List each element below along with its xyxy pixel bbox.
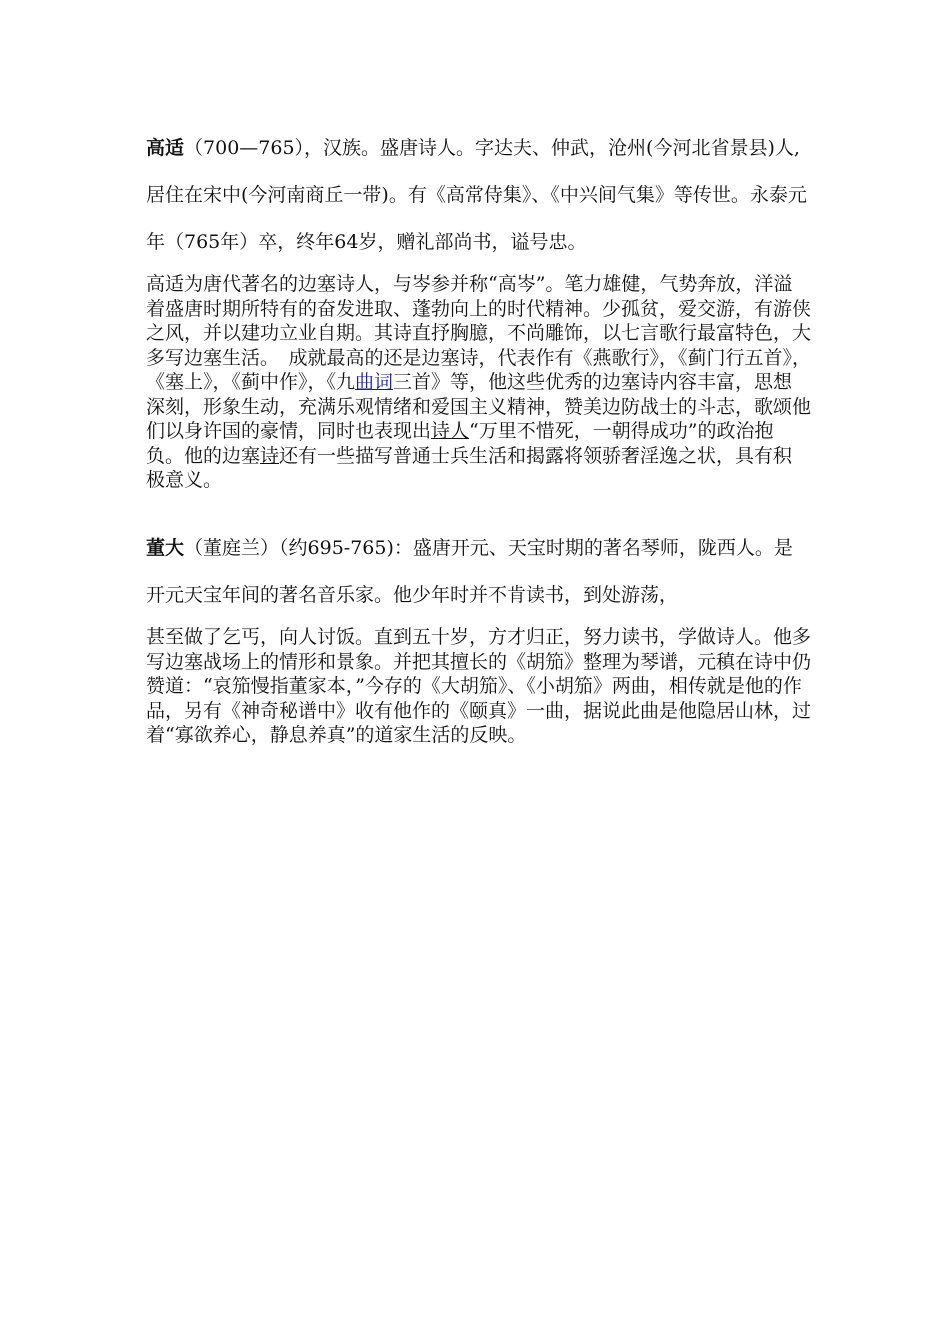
- gaoshi-name: 高适: [146, 137, 185, 159]
- dongda-text: 甚至做了乞丐，向人讨饭。直到五十岁，方才归正，努力读书，学做诗人。他多写边塞战场上的情形和景象。并把其擅长的《胡笳》整理为琴谱，元稹在诗中仍赞道：“哀笳慢指董家本，”今存的《大胡笳》、《小胡笳》两曲，相传就是他的作品，另有《神奇秘谱中》收有他作的《颐真》一曲，据说此曲是他隐居山林，过着“寡欲养心，静息养真”的道家生活的反映。: [146, 626, 812, 746]
- dongda-name: 董大: [146, 537, 185, 559]
- gaoshi-poetry-paragraph: [146, 272, 811, 493]
- shi-underlined: 诗: [260, 444, 280, 467]
- quci-link[interactable]: 曲词: [355, 371, 394, 393]
- gaoshi-bio: （700—765），汉族。盛唐诗人。字达夫、仲武，沧州(今河北省景县)人,居住在宋中(今河南商丘一带)。有《高常侍集》、《中兴间气集》等传世。永泰元年（765年）卒，终年64岁，赠礼部尚书，谥号忠。: [146, 137, 807, 253]
- gaoshi-poetry-text-2: 三首》等，他这些优秀的边塞诗内容丰富，思想深刻，形象生动，充满乐观情绪和爱国主义精神，赞美边防战士的斗志，歌颂他们以身许国的豪情，同时也表现出: [146, 371, 812, 442]
- dongda-bio: （董庭兰）（约695-765)：盛唐开元、天宝时期的著名琴师，陇西人。是开元天宝年间的著名音乐家。他少年时并不肯读书，到处游荡，: [146, 537, 793, 606]
- gaoshi-poetry-text-3: “万里不惜死，一朝得成功”的政治抱负。他的边塞: [146, 420, 774, 467]
- shiren-underlined: 诗人: [431, 420, 470, 442]
- gaoshi-poetry-text: 高适为唐代著名的边塞诗人，与岑参并称“高岑”。笔力雄健，气势奔放，洋溢着盛唐时期所特有的奋发进取、蓬勃向上的时代精神。少孤贫，爱交游，有游侠之风，并以建功立业自期。其诗直抒胸臆，不尚雕饰，以七言歌行最富特色，大多写边塞生活。 成就最高的还是边塞诗，代表作有《燕歌行》，《蓟门行五首》，《塞上》，《蓟中作》，《九: [146, 273, 812, 393]
- gaoshi-poetry-text-4: 还有一些描写普通士兵生活和揭露将领骄奢淫逸之状，具有积极意义。: [146, 444, 793, 491]
- dongda-intro: [146, 525, 811, 619]
- gaoshi-intro: [146, 125, 811, 266]
- dongda-paragraph: [146, 625, 811, 748]
